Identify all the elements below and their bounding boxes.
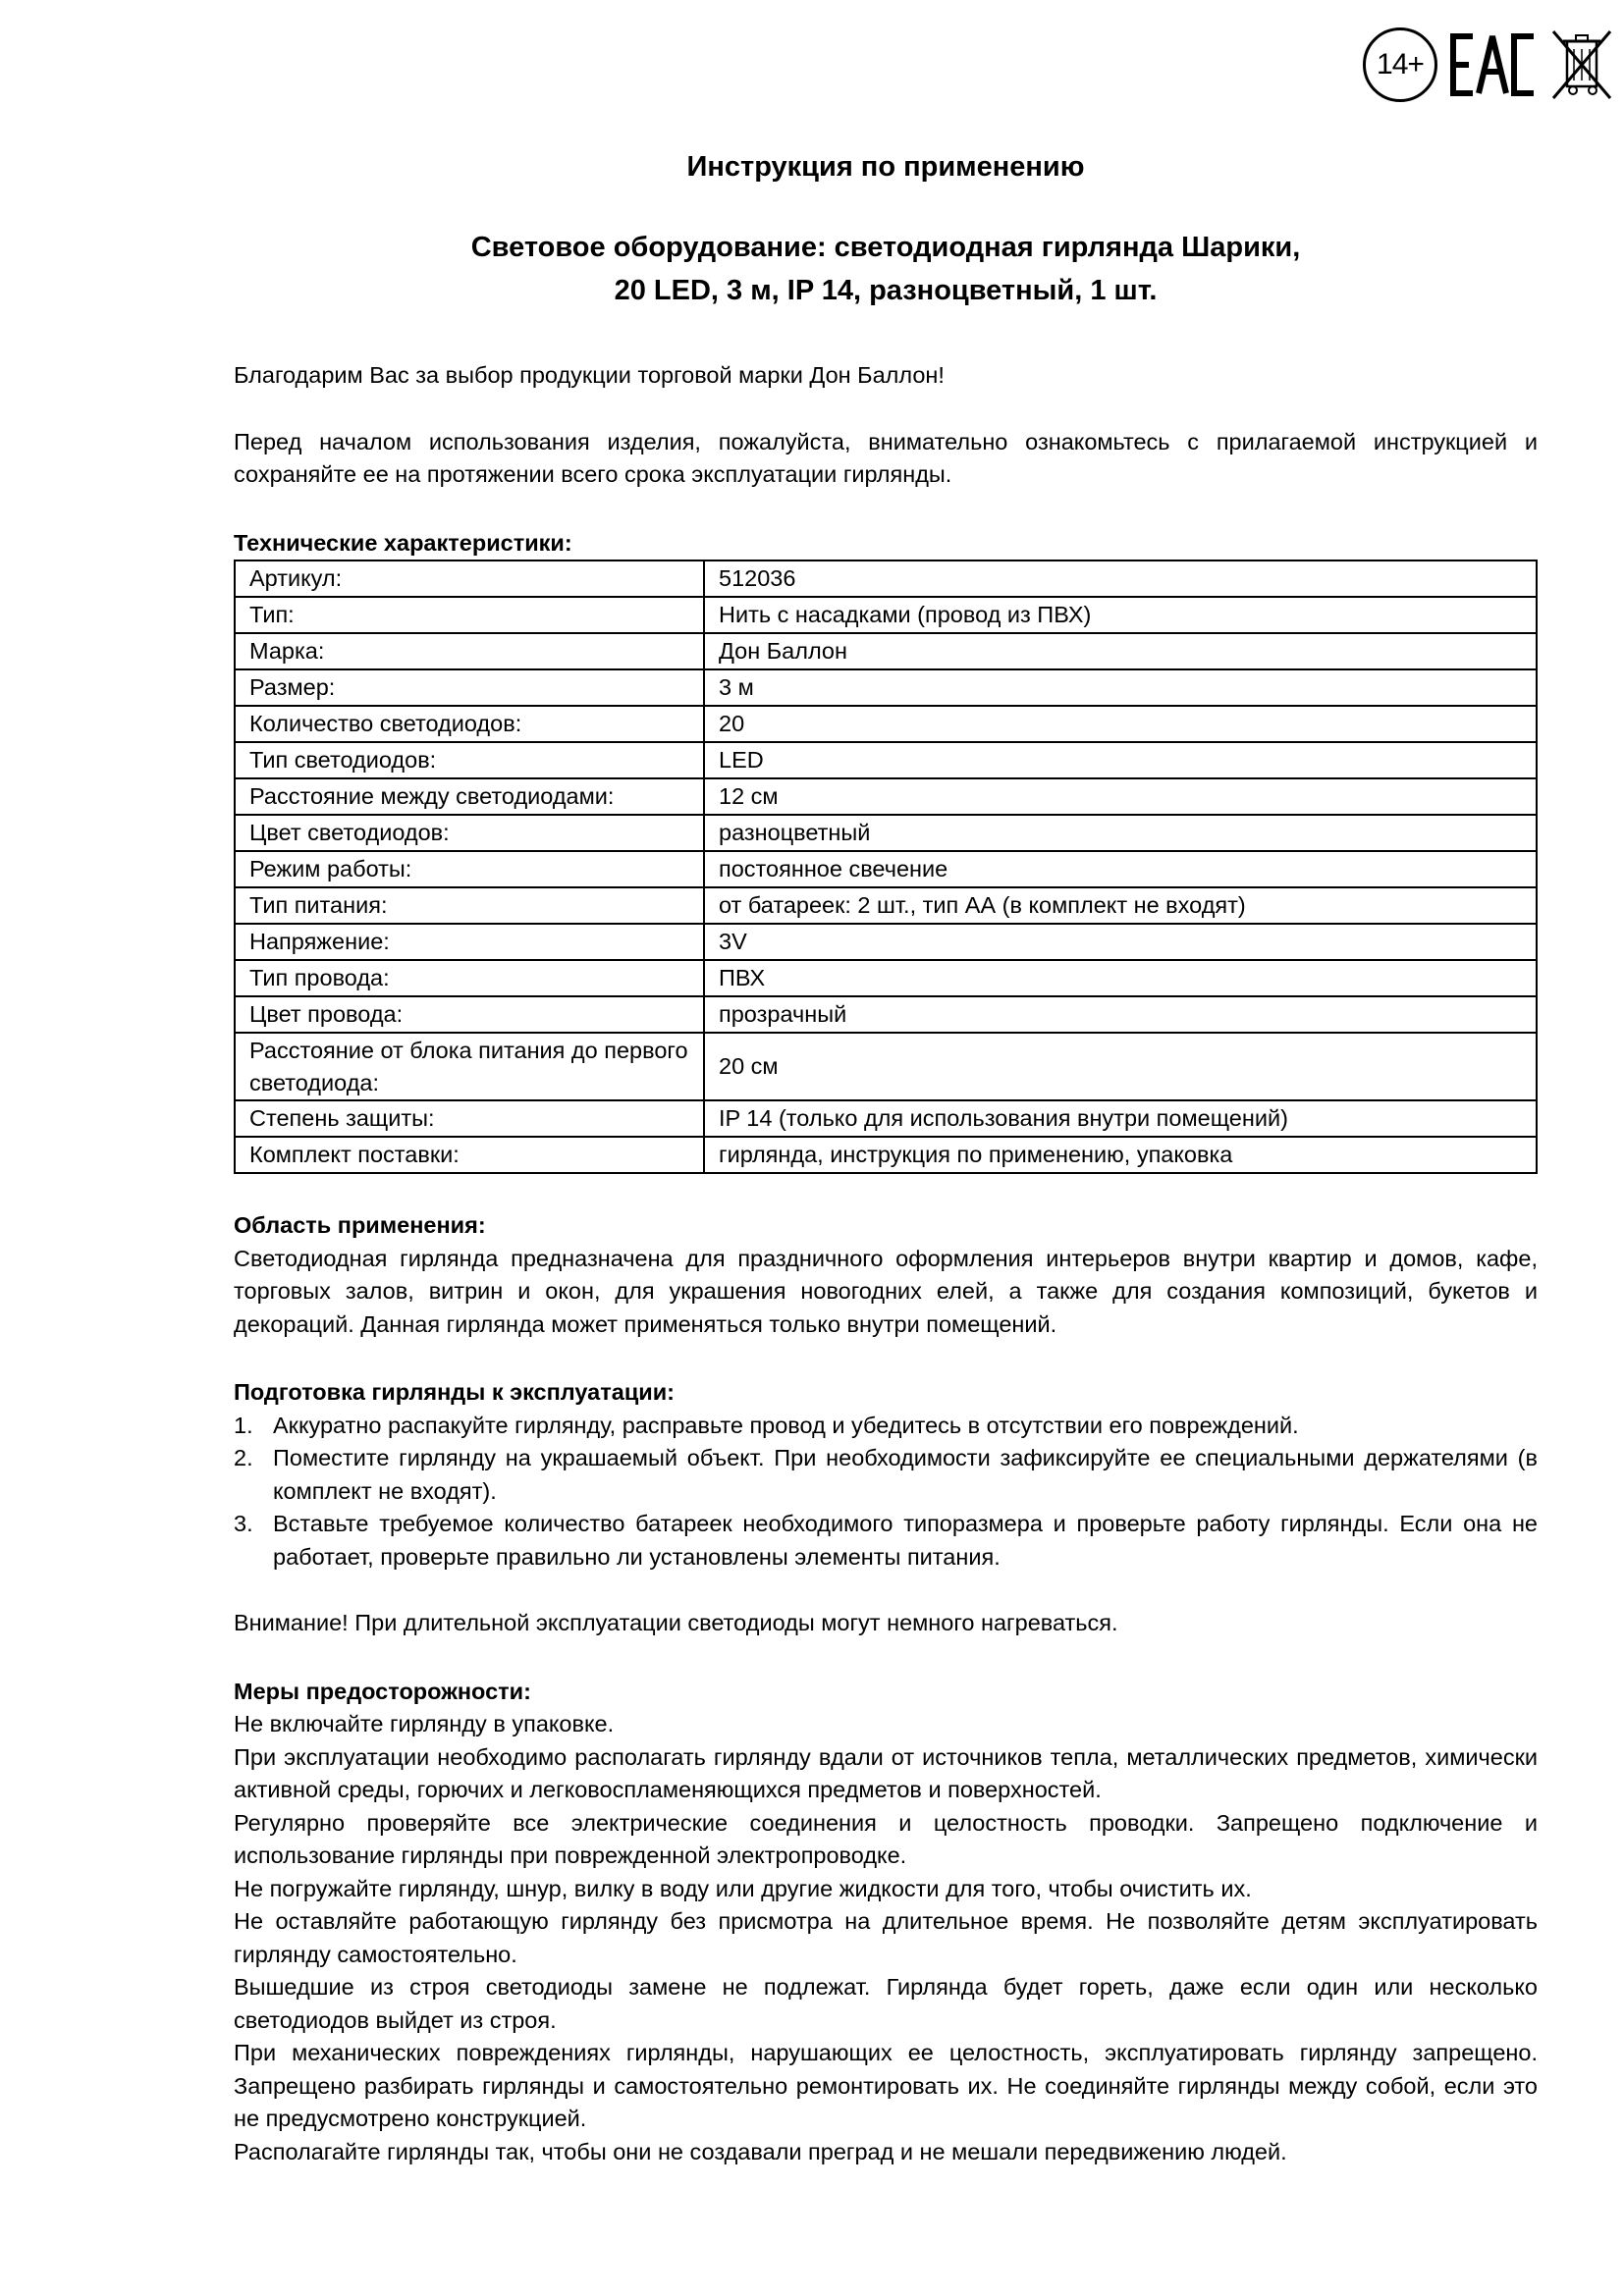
spec-key: Тип питания: xyxy=(235,887,704,924)
spec-key: Тип светодиодов: xyxy=(235,742,704,778)
spec-row xyxy=(235,561,1537,597)
spec-value: 20 xyxy=(704,706,1537,742)
spec-row xyxy=(235,815,1537,851)
precautions-list xyxy=(234,1708,1538,2168)
spec-value: ПВХ xyxy=(704,960,1537,996)
spec-value: 12 см xyxy=(704,778,1537,815)
step-text: Аккуратно распакуйте гирлянду, расправьте провод и убедитесь в отсутствии его повреждений. xyxy=(273,1412,1299,1438)
spec-key: Цвет светодиодов: xyxy=(235,815,704,851)
spec-key: Напряжение: xyxy=(235,924,704,960)
precaution-item: Регулярно проверяйте все электрические соединения и целостность проводки. Запрещено подключение и использование гирлянды при поврежденной электропроводке. xyxy=(234,1809,1538,1868)
step-text: Вставьте требуемое количество батареек необходимого типоразмера и проверьте работу гирлянды. Если она не работает, проверьте правильно ли установлены элементы питания. xyxy=(273,1511,1538,1570)
spec-key: Расстояние от блока питания до первого светодиода: xyxy=(235,1033,704,1100)
spec-row xyxy=(235,597,1537,633)
spec-value: 20 см xyxy=(704,1033,1537,1100)
specs-title: Технические характеристики: xyxy=(234,529,572,556)
spec-key: Размер: xyxy=(235,669,704,706)
step-number: 2. xyxy=(234,1445,253,1470)
certification-marks xyxy=(1363,27,1616,102)
step-number: 1. xyxy=(234,1412,253,1438)
spec-value: постоянное свечение xyxy=(704,851,1537,887)
product-title-line-2: 20 LED, 3 м, IP 14, разноцветный, 1 шт. xyxy=(614,275,1158,306)
precaution-item: Не погружайте гирлянду, шнур, вилку в воду или другие жидкости для того, чтобы очистить их. xyxy=(234,1875,1252,1901)
spec-row xyxy=(235,851,1537,887)
spec-row xyxy=(235,1033,1537,1100)
spec-key: Тип: xyxy=(235,597,704,633)
spec-key: Степень защиты: xyxy=(235,1100,704,1137)
spec-value: Нить с насадками (провод из ПВХ) xyxy=(704,597,1537,633)
spec-key: Марка: xyxy=(235,633,704,669)
spec-row xyxy=(235,887,1537,924)
precaution-item: Не включайте гирлянду в упаковке. xyxy=(234,1711,615,1736)
spec-value: разноцветный xyxy=(704,815,1537,851)
spec-value: 3 м xyxy=(704,669,1537,706)
product-title xyxy=(234,226,1538,312)
precaution-item: При эксплуатации необходимо располагать гирлянду вдали от источников тепла, металлических предметов, химически активной среды, горючих и легковоспламеняющихся предметов и поверхностей. xyxy=(234,1743,1538,1802)
specs-table xyxy=(234,560,1538,1174)
product-title-line-1: Световое оборудование: светодиодная гирлянда Шарики, xyxy=(470,232,1301,263)
spec-value: от батареек: 2 шт., тип АА (в комплект не входят) xyxy=(704,887,1537,924)
spec-row xyxy=(235,742,1537,778)
spec-value: прозрачный xyxy=(704,996,1537,1033)
spec-row xyxy=(235,996,1537,1033)
spec-key: Количество светодиодов: xyxy=(235,706,704,742)
application-text: Светодиодная гирлянда предназначена для праздничного оформления интерьеров внутри квартир и домов, кафе, торговых залов, витрин и окон, для украшения новогодних елей, а также для создания композиций, букетов и декораций. Данная гирлянда может применяться только внутри помещений. xyxy=(234,1245,1538,1337)
spec-row xyxy=(235,706,1537,742)
instruction-document xyxy=(234,147,1538,2168)
precaution-item: Вышедшие из строя светодиоды замене не подлежат. Гирлянда будет гореть, даже если один или несколько светодиодов выйдет из строя. xyxy=(234,1974,1538,2033)
spec-key: Тип провода: xyxy=(235,960,704,996)
precaution-item: При механических повреждениях гирлянды, нарушающих ее целостность, эксплуатировать гирлянду запрещено. Запрещено разбирать гирлянды и самостоятельно ремонтировать их. Не соединяйте гирлянды между собой, если это не предусмотрено конструкцией. xyxy=(234,2040,1538,2131)
preparation-step xyxy=(234,1508,1538,1574)
step-text: Поместите гирлянду на украшаемый объект. При необходимости зафиксируйте ее специальными держателями (в комплект не входят). xyxy=(273,1445,1538,1504)
spec-key: Режим работы: xyxy=(235,851,704,887)
spec-row xyxy=(235,1100,1537,1137)
spec-key: Комплект поставки: xyxy=(235,1137,704,1173)
preparation-title: Подготовка гирлянды к эксплуатации: xyxy=(234,1379,675,1405)
spec-row xyxy=(235,924,1537,960)
application-title: Область применения: xyxy=(234,1212,486,1238)
before-use-text: Перед началом использования изделия, пожалуйста, внимательно ознакомьтесь с прилагаемой инструкцией и сохраняйте ее на протяжении всего срока эксплуатации гирлянды. xyxy=(234,428,1538,487)
spec-value: LED xyxy=(704,742,1537,778)
spec-value: гирлянда, инструкция по применению, упаковка xyxy=(704,1137,1537,1173)
preparation-step xyxy=(234,1442,1538,1508)
crossed-bin-icon xyxy=(1547,27,1616,102)
spec-value: 3V xyxy=(704,924,1537,960)
eac-mark-icon xyxy=(1447,30,1538,99)
precaution-item: Не оставляйте работающую гирлянду без присмотра на длительное время. Не позволяйте детям эксплуатировать гирлянду самостоятельно. xyxy=(234,1908,1538,1967)
preparation-steps xyxy=(234,1410,1538,1575)
spec-row xyxy=(235,778,1537,815)
precaution-item: Располагайте гирлянды так, чтобы они не создавали преград и не мешали передвижению людей. xyxy=(234,2138,1287,2164)
spec-row xyxy=(235,1137,1537,1173)
spec-row xyxy=(235,669,1537,706)
thanks-text: Благодарим Вас за выбор продукции торговой марки Дон Баллон! xyxy=(234,362,945,388)
spec-value: Дон Баллон xyxy=(704,633,1537,669)
preparation-step xyxy=(234,1410,1538,1443)
spec-key: Артикул: xyxy=(235,561,704,597)
precautions-title: Меры предосторожности: xyxy=(234,1678,531,1704)
step-number: 3. xyxy=(234,1511,253,1536)
spec-value: IP 14 (только для использования внутри помещений) xyxy=(704,1100,1537,1137)
document-title: Инструкция по применению xyxy=(686,151,1085,183)
spec-value: 512036 xyxy=(704,561,1537,597)
spec-key: Расстояние между светодиодами: xyxy=(235,778,704,815)
attention-text: Внимание! При длительной эксплуатации светодиоды могут немного нагреваться. xyxy=(234,1610,1118,1635)
spec-row xyxy=(235,960,1537,996)
spec-key: Цвет провода: xyxy=(235,996,704,1033)
spec-row xyxy=(235,633,1537,669)
age-rating-badge: 14+ xyxy=(1363,27,1437,102)
